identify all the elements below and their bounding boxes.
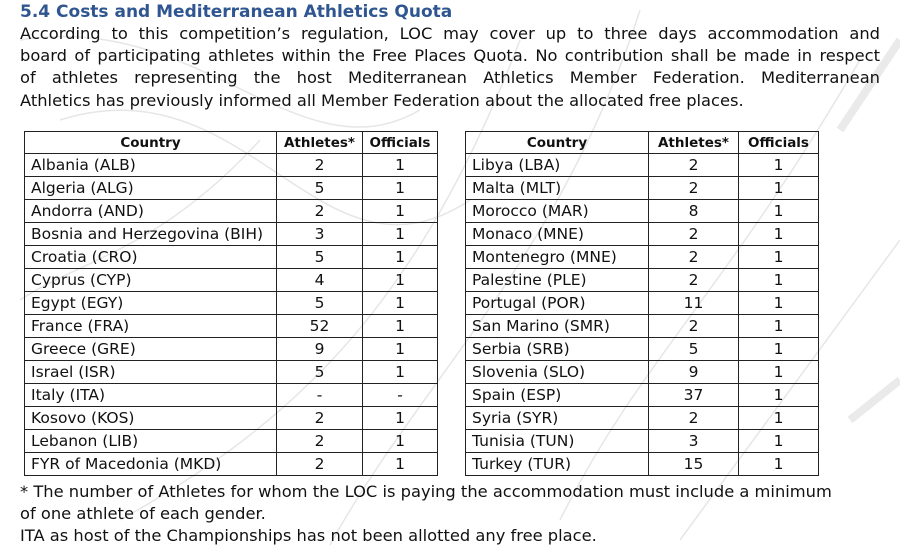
country-cell: Italy (ITA) (25, 384, 277, 407)
table-row (466, 177, 819, 200)
country-cell: Portugal (POR) (466, 292, 649, 315)
athletes-cell: 37 (649, 384, 739, 407)
table-row (25, 154, 438, 177)
right-table-body (466, 154, 819, 476)
athletes-cell: 2 (649, 177, 739, 200)
table-row (25, 223, 438, 246)
section-heading: 5.4 Costs and Mediterranean Athletics Quota (20, 2, 453, 22)
table-row (466, 292, 819, 315)
intro-line: of athletes representing the host Mediterranean Athletics Member Federation. Mediterranean (20, 68, 880, 88)
athletes-cell: 3 (649, 430, 739, 453)
footnote-line: of one athlete of each gender. (20, 504, 266, 524)
officials-cell: 1 (739, 384, 819, 407)
athletes-cell: 5 (649, 338, 739, 361)
footnote-line: ITA as host of the Championships has not been allotted any free place. (20, 526, 597, 546)
athletes-cell: 9 (277, 338, 363, 361)
country-cell: Malta (MLT) (466, 177, 649, 200)
officials-cell: 1 (363, 177, 438, 200)
header-officials: Officials (739, 132, 819, 154)
athletes-cell: 2 (649, 246, 739, 269)
officials-cell: 1 (363, 269, 438, 292)
intro-line: board of participating athletes within the Free Places Quota. No contribution shall be made in respect (20, 46, 880, 66)
footnotes (20, 481, 832, 548)
officials-cell: 1 (739, 338, 819, 361)
athletes-cell: 5 (277, 246, 363, 269)
table-row (466, 269, 819, 292)
country-cell: Slovenia (SLO) (466, 361, 649, 384)
country-cell: Cyprus (CYP) (25, 269, 277, 292)
athletes-cell: 15 (649, 453, 739, 476)
officials-cell: 1 (739, 269, 819, 292)
country-cell: Egypt (EGY) (25, 292, 277, 315)
officials-cell: 1 (739, 200, 819, 223)
table-row (466, 407, 819, 430)
intro-paragraph (20, 23, 880, 112)
country-cell: San Marino (SMR) (466, 315, 649, 338)
officials-cell: 1 (739, 407, 819, 430)
country-cell: Andorra (AND) (25, 200, 277, 223)
table-row (466, 200, 819, 223)
table-row (25, 384, 438, 407)
table-row (466, 361, 819, 384)
athletes-cell: 3 (277, 223, 363, 246)
footnote-line: * The number of Athletes for whom the LOC is paying the accommodation must include a minimum (20, 482, 832, 501)
officials-cell: 1 (739, 315, 819, 338)
table-row (25, 338, 438, 361)
country-cell: Greece (GRE) (25, 338, 277, 361)
officials-cell: 1 (363, 223, 438, 246)
table-row (466, 453, 819, 476)
athletes-cell: 2 (277, 430, 363, 453)
table-row (466, 315, 819, 338)
officials-cell: 1 (739, 430, 819, 453)
table-row (466, 430, 819, 453)
officials-cell: 1 (739, 292, 819, 315)
country-cell: Tunisia (TUN) (466, 430, 649, 453)
table-header-row (466, 132, 819, 154)
table-row (466, 384, 819, 407)
officials-cell: 1 (739, 223, 819, 246)
country-cell: Albania (ALB) (25, 154, 277, 177)
athletes-cell: 5 (277, 292, 363, 315)
table-row (25, 292, 438, 315)
table-row (466, 246, 819, 269)
officials-cell: 1 (363, 453, 438, 476)
officials-cell: 1 (363, 407, 438, 430)
left-table-body (25, 154, 438, 476)
country-cell: Bosnia and Herzegovina (BIH) (25, 223, 277, 246)
officials-cell: 1 (739, 177, 819, 200)
quota-table-left (24, 131, 438, 476)
table-row (25, 246, 438, 269)
athletes-cell: 8 (649, 200, 739, 223)
athletes-cell: 2 (649, 315, 739, 338)
country-cell: Serbia (SRB) (466, 338, 649, 361)
athletes-cell: 9 (649, 361, 739, 384)
officials-cell: 1 (739, 246, 819, 269)
officials-cell: 1 (363, 246, 438, 269)
country-cell: Lebanon (LIB) (25, 430, 277, 453)
country-cell: Kosovo (KOS) (25, 407, 277, 430)
athletes-cell: 11 (649, 292, 739, 315)
table-row (25, 200, 438, 223)
country-cell: Syria (SYR) (466, 407, 649, 430)
country-cell: Palestine (PLE) (466, 269, 649, 292)
country-cell: Libya (LBA) (466, 154, 649, 177)
country-cell: Croatia (CRO) (25, 246, 277, 269)
table-row (466, 338, 819, 361)
country-cell: Algeria (ALG) (25, 177, 277, 200)
table-row (25, 361, 438, 384)
athletes-cell: 2 (649, 154, 739, 177)
athletes-cell: 2 (649, 223, 739, 246)
table-row (25, 430, 438, 453)
athletes-cell: 2 (277, 407, 363, 430)
athletes-cell: 5 (277, 177, 363, 200)
country-cell: Israel (ISR) (25, 361, 277, 384)
country-cell: Monaco (MNE) (466, 223, 649, 246)
table-row (466, 223, 819, 246)
header-officials: Officials (363, 132, 438, 154)
header-country: Country (25, 132, 277, 154)
athletes-cell: 2 (649, 407, 739, 430)
athletes-cell: 2 (277, 200, 363, 223)
country-cell: Spain (ESP) (466, 384, 649, 407)
table-row (466, 154, 819, 177)
officials-cell: 1 (739, 361, 819, 384)
intro-line: According to this competition’s regulation, LOC may cover up to three days accommodation and (20, 24, 880, 43)
officials-cell: 1 (363, 338, 438, 361)
officials-cell: 1 (363, 361, 438, 384)
country-cell: Morocco (MAR) (466, 200, 649, 223)
country-cell: France (FRA) (25, 315, 277, 338)
table-row (25, 269, 438, 292)
header-athletes: Athletes* (277, 132, 363, 154)
header-athletes: Athletes* (649, 132, 739, 154)
athletes-cell: 2 (277, 453, 363, 476)
officials-cell: 1 (363, 315, 438, 338)
officials-cell: 1 (363, 154, 438, 177)
athletes-cell: - (277, 384, 363, 407)
table-row (25, 407, 438, 430)
athletes-cell: 2 (649, 269, 739, 292)
country-cell: FYR of Macedonia (MKD) (25, 453, 277, 476)
athletes-cell: 2 (277, 154, 363, 177)
athletes-cell: 52 (277, 315, 363, 338)
table-row (25, 315, 438, 338)
table-row (25, 177, 438, 200)
officials-cell: - (363, 384, 438, 407)
officials-cell: 1 (363, 200, 438, 223)
header-country: Country (466, 132, 649, 154)
table-header-row (25, 132, 438, 154)
officials-cell: 1 (739, 154, 819, 177)
quota-table-right (465, 131, 819, 476)
officials-cell: 1 (739, 453, 819, 476)
officials-cell: 1 (363, 292, 438, 315)
intro-line: Athletics has previously informed all Member Federation about the allocated free places. (20, 90, 744, 110)
athletes-cell: 4 (277, 269, 363, 292)
table-row (25, 453, 438, 476)
athletes-cell: 5 (277, 361, 363, 384)
country-cell: Turkey (TUR) (466, 453, 649, 476)
officials-cell: 1 (363, 430, 438, 453)
country-cell: Montenegro (MNE) (466, 246, 649, 269)
